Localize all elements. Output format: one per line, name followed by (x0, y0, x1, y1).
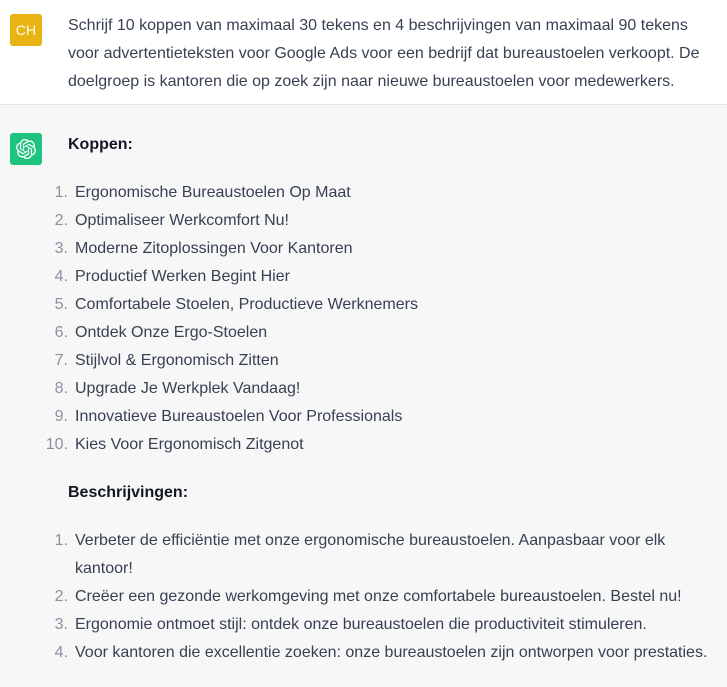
descriptions-list (68, 527, 710, 667)
headline-item: Optimaliseer Werkcomfort Nu! (75, 212, 289, 229)
openai-logo-icon (16, 139, 36, 159)
user-avatar-initials: CH (15, 22, 37, 38)
headline-item: Stijlvol & Ergonomisch Zitten (75, 352, 279, 369)
headlines-heading: Koppen: (68, 136, 133, 153)
headline-item: Ergonomische Bureaustoelen Op Maat (75, 184, 351, 201)
descriptions-heading: Beschrijvingen: (68, 484, 189, 501)
headline-item: Productief Werken Begint Hier (75, 268, 290, 285)
user-message-text: Schrijf 10 koppen van maximaal 30 tekens en 4 beschrijvingen van maximaal 90 tekens voor advertentieteksten voor Google Ads voor een bedrijf dat bureaustoelen verkoopt. De doelgroep is kantoren die op zoek zijn naar nieuwe bureaustoelen voor medewerkers. (68, 17, 700, 90)
user-message-content (68, 12, 710, 96)
headline-item: Ontdek Onze Ergo-Stoelen (75, 324, 268, 341)
headline-item: Kies Voor Ergonomisch Zitgenot (75, 436, 304, 453)
assistant-message-content (68, 131, 710, 687)
assistant-avatar (10, 133, 42, 165)
headline-item: Moderne Zitoplossingen Voor Kantoren (75, 240, 353, 257)
description-item: Creëer een gezonde werkomgeving met onze comfortabele bureaustoelen. Bestel nu! (75, 588, 682, 605)
headlines-list (68, 179, 710, 459)
description-item: Verbeter de efficiëntie met onze ergonomische bureaustoelen. Aanpasbaar voor elk kantoor! (75, 532, 666, 577)
user-avatar (10, 14, 42, 46)
headline-item: Comfortabele Stoelen, Productieve Werknemers (75, 296, 418, 313)
assistant-message-row (0, 105, 727, 687)
headline-item: Upgrade Je Werkplek Vandaag! (75, 380, 301, 397)
headline-item: Innovatieve Bureaustoelen Voor Professionals (75, 408, 403, 425)
description-item: Voor kantoren die excellentie zoeken: onze bureaustoelen zijn ontworpen voor prestaties. (75, 644, 708, 661)
user-message-row (0, 0, 727, 105)
description-item: Ergonomie ontmoet stijl: ontdek onze bureaustoelen die productiviteit stimuleren. (75, 616, 647, 633)
